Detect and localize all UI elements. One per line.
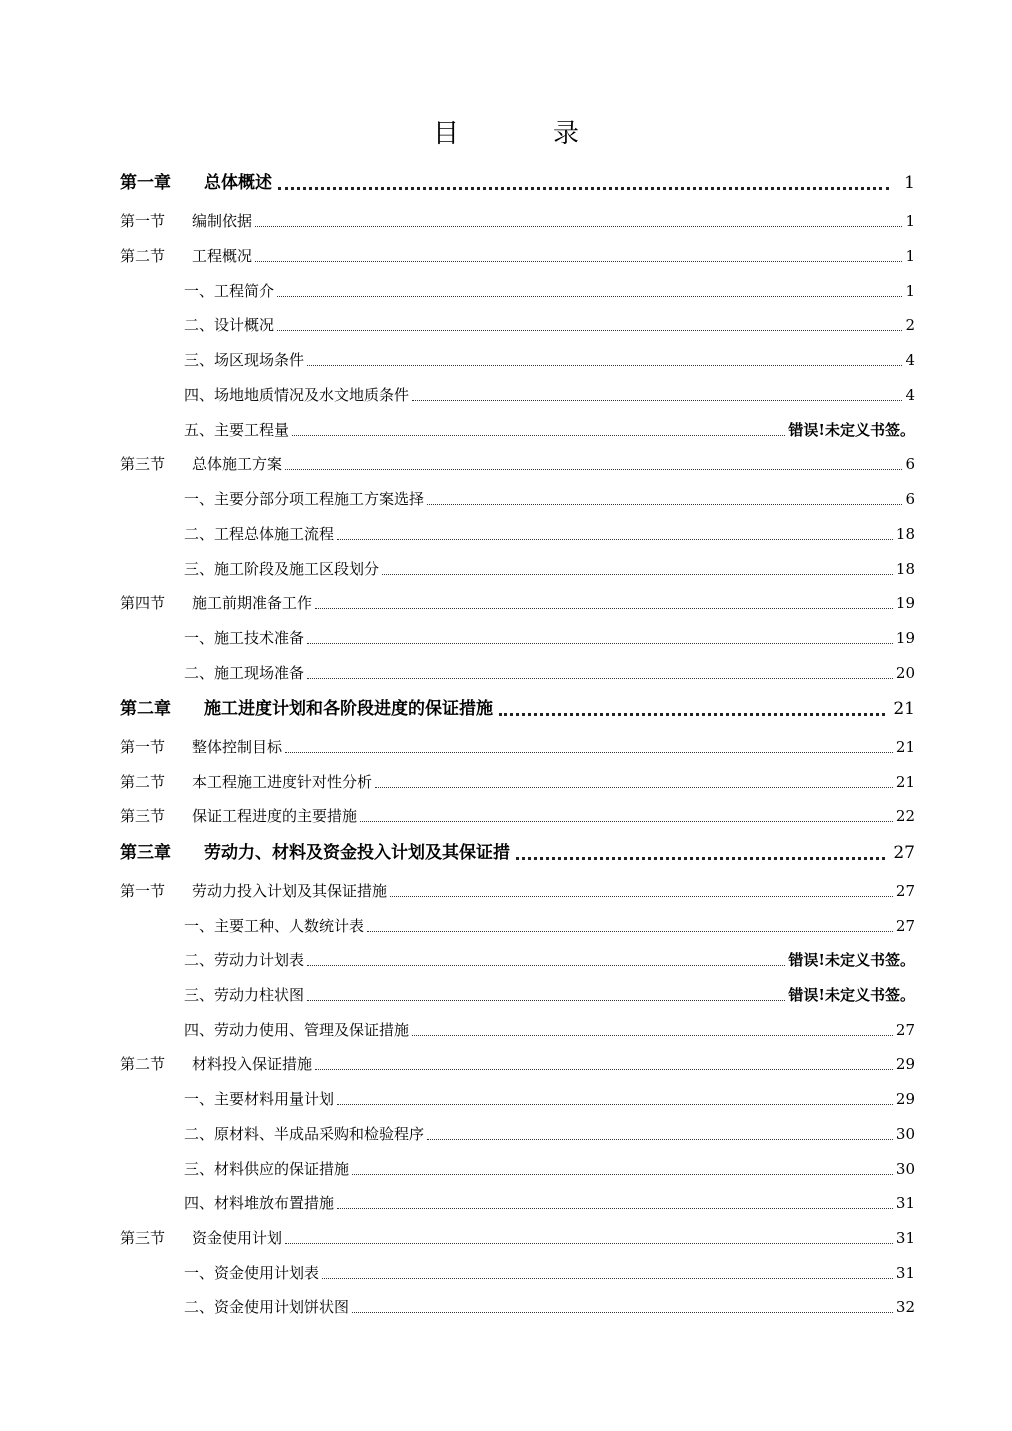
toc-entry-text: 一、主要工种、人数统计表 (184, 917, 365, 935)
dot-leader (360, 821, 893, 822)
toc-entry-text: 四、材料堆放布置措施 (184, 1194, 335, 1212)
toc-entry-sub[interactable] (184, 1159, 915, 1179)
toc-entry-page: 27 (895, 917, 915, 935)
toc-entry-section[interactable] (120, 454, 915, 474)
toc-entry-page: 4 (905, 386, 915, 404)
dot-leader (382, 574, 893, 575)
toc-entry-label (184, 1263, 319, 1283)
toc-entry-number: 第二节 (120, 1055, 166, 1073)
toc-entry-page: 32 (895, 1298, 915, 1316)
toc-entry-number: 第三章 (120, 843, 171, 863)
toc-entry-label (184, 559, 379, 579)
toc-entry-text: 施工进度计划和各阶段进度的保证措施 (204, 699, 493, 719)
toc-entry-label (120, 1228, 282, 1248)
toc-entry-section[interactable] (120, 737, 915, 757)
toc-entry-text: 二、设计概况 (184, 316, 275, 334)
toc-entry-page: 18 (895, 560, 915, 578)
toc-entry-page: 错误!未定义书签。 (788, 421, 915, 439)
toc-entry-page: 27 (895, 1021, 915, 1039)
toc-entry-sub[interactable] (184, 1297, 915, 1317)
toc-entry-label (184, 1089, 334, 1109)
dot-leader (315, 608, 893, 609)
toc-entry-label (184, 350, 304, 370)
toc-entry-page: 27 (893, 843, 915, 863)
toc-entry-section[interactable] (120, 593, 915, 613)
dot-leader (427, 504, 902, 505)
toc-entry-page: 21 (895, 738, 915, 756)
toc-entry-text: 一、施工技术准备 (184, 629, 305, 647)
toc-entry-number: 第三节 (120, 1229, 166, 1247)
toc-entry-label (120, 772, 372, 792)
toc-entry-page: 4 (905, 351, 915, 369)
toc-entry-label (120, 697, 493, 721)
toc-entry-sub[interactable] (184, 1020, 915, 1040)
toc-entry-label (120, 737, 282, 757)
toc-entry-section[interactable] (120, 772, 915, 792)
toc-entry-page: 30 (895, 1125, 915, 1143)
dot-leader (499, 713, 885, 716)
toc-entry-text: 三、施工阶段及施工区段划分 (184, 560, 380, 578)
toc-entry-label (184, 1159, 349, 1179)
toc-entry-label (184, 985, 304, 1005)
toc-entry-sub[interactable] (184, 916, 915, 936)
toc-entry-label (120, 593, 312, 613)
toc-entry-text: 工程概况 (192, 247, 253, 265)
toc-entry-sub[interactable] (184, 1089, 915, 1109)
toc-entry-label (184, 916, 364, 936)
toc-entry-label (184, 1193, 334, 1213)
toc-entry-page: 1 (904, 173, 915, 193)
toc-entry-sub[interactable] (184, 524, 915, 544)
dot-leader (337, 1208, 893, 1209)
toc-entry-page: 31 (895, 1229, 915, 1247)
toc-entry-text: 整体控制目标 (192, 738, 283, 756)
toc-entry-page: 20 (895, 664, 915, 682)
toc-entry-text: 材料投入保证措施 (192, 1055, 313, 1073)
toc-entry-page: 错误!未定义书签。 (788, 951, 915, 969)
dot-leader (285, 1243, 893, 1244)
toc-entry-sub[interactable] (184, 1124, 915, 1144)
toc-entry-page: 6 (905, 490, 915, 508)
toc-entry-page: 22 (895, 807, 915, 825)
toc-entry-number: 第四节 (120, 594, 166, 612)
toc-entry-page: 21 (893, 699, 915, 719)
toc-entry-chapter[interactable] (120, 171, 915, 195)
toc-entry-text: 本工程施工进度针对性分析 (192, 773, 373, 791)
toc-entry-number: 第二节 (120, 773, 166, 791)
dot-leader (375, 787, 893, 788)
toc-entry-page: 1 (905, 212, 915, 230)
dot-leader (367, 931, 893, 932)
toc-entry-label (184, 315, 274, 335)
toc-entry-number: 第一节 (120, 882, 166, 900)
toc-entry-text: 二、原材料、半成品采购和检验程序 (184, 1125, 425, 1143)
toc-entry-sub[interactable] (184, 559, 915, 579)
toc-entry-text: 总体概述 (204, 173, 272, 193)
dot-leader (307, 1000, 785, 1001)
toc-entry-page: 30 (895, 1160, 915, 1178)
dot-leader (255, 226, 902, 227)
toc-entry-label (184, 524, 334, 544)
dot-leader (322, 1278, 893, 1279)
toc-entry-sub[interactable] (184, 1193, 915, 1213)
dot-leader (285, 752, 893, 753)
toc-entry-sub[interactable] (184, 950, 915, 970)
toc-entry-number: 第二节 (120, 247, 166, 265)
dot-leader (307, 643, 893, 644)
toc-entry-section[interactable] (120, 246, 915, 266)
dot-leader (307, 365, 902, 366)
toc-entry-sub[interactable] (184, 628, 915, 648)
toc-entry-label (120, 881, 387, 901)
toc-entry-label (184, 385, 409, 405)
dot-leader (255, 261, 902, 262)
dot-leader (285, 469, 902, 470)
toc-entry-text: 四、场地地质情况及水文地质条件 (184, 386, 410, 404)
dot-leader (390, 896, 893, 897)
toc-entry-text: 一、主要材料用量计划 (184, 1090, 335, 1108)
toc-entry-text: 四、劳动力使用、管理及保证措施 (184, 1021, 410, 1039)
toc-entry-chapter[interactable] (120, 697, 915, 721)
toc-entry-page: 1 (905, 247, 915, 265)
dot-leader (412, 1035, 893, 1036)
toc-entry-label (120, 246, 252, 266)
toc-entry-label (120, 454, 282, 474)
toc-entry-section[interactable] (120, 211, 915, 231)
dot-leader (307, 678, 893, 679)
toc-entry-text: 三、材料供应的保证措施 (184, 1160, 350, 1178)
toc-entry-page: 29 (895, 1090, 915, 1108)
toc-entry-sub[interactable] (184, 985, 915, 1005)
toc-entry-text: 一、主要分部分项工程施工方案选择 (184, 490, 425, 508)
dot-leader (337, 1104, 893, 1105)
toc-title: 目 录 (432, 119, 613, 149)
dot-leader (307, 965, 785, 966)
toc-entry-chapter[interactable] (120, 841, 915, 865)
toc-entry-label (184, 1020, 409, 1040)
dot-leader (277, 330, 902, 331)
toc-entry-label (120, 841, 510, 865)
toc-entry-number: 第二章 (120, 699, 171, 719)
dot-leader (292, 435, 785, 436)
toc-entry-number: 第三节 (120, 807, 166, 825)
dot-leader (352, 1312, 893, 1313)
dot-leader (516, 857, 885, 860)
toc-entry-text: 保证工程进度的主要措施 (192, 807, 358, 825)
toc-entry-page: 2 (905, 316, 915, 334)
toc-entry-section[interactable] (120, 1054, 915, 1074)
toc-entry-label (184, 420, 289, 440)
toc-entry-number: 第一章 (120, 173, 171, 193)
toc-entry-page: 18 (895, 525, 915, 543)
dot-leader (427, 1139, 893, 1140)
toc-entry-section[interactable] (120, 881, 915, 901)
toc-entry-text: 施工前期准备工作 (192, 594, 313, 612)
toc-entry-page: 21 (895, 773, 915, 791)
toc-entry-section[interactable] (120, 1228, 915, 1248)
toc-entry-page: 29 (895, 1055, 915, 1073)
dot-leader (412, 400, 902, 401)
toc-entry-text: 总体施工方案 (192, 455, 283, 473)
toc-entry-label (120, 806, 357, 826)
dot-leader (278, 187, 889, 190)
toc-entry-page: 错误!未定义书签。 (788, 986, 915, 1004)
toc-entry-text: 一、资金使用计划表 (184, 1264, 320, 1282)
toc-entry-text: 三、场区现场条件 (184, 351, 305, 369)
toc-entry-text: 劳动力投入计划及其保证措施 (192, 882, 388, 900)
toc-entry-sub[interactable] (184, 489, 915, 509)
toc-entry-page: 19 (895, 629, 915, 647)
dot-leader (352, 1174, 893, 1175)
toc-entry-page: 31 (895, 1264, 915, 1282)
toc-entry-page: 27 (895, 882, 915, 900)
toc-entry-label (184, 489, 424, 509)
toc-entry-sub[interactable] (184, 663, 915, 683)
toc-entry-sub[interactable] (184, 350, 915, 370)
toc-entry-text: 二、资金使用计划饼状图 (184, 1298, 350, 1316)
toc-entry-sub[interactable] (184, 315, 915, 335)
toc-entry-label (184, 281, 274, 301)
toc-entry-number: 第一节 (120, 738, 166, 756)
toc-entry-label (120, 171, 272, 195)
toc-entry-text: 二、工程总体施工流程 (184, 525, 335, 543)
toc-entry-label (184, 663, 304, 683)
toc-entry-sub[interactable] (184, 420, 915, 440)
toc-entry-text: 一、工程简介 (184, 282, 275, 300)
toc-entry-label (184, 628, 304, 648)
toc-entry-section[interactable] (120, 806, 915, 826)
toc-entry-page: 1 (905, 282, 915, 300)
toc-entry-text: 二、施工现场准备 (184, 664, 305, 682)
toc-entry-text: 三、劳动力柱状图 (184, 986, 305, 1004)
toc-entry-page: 19 (895, 594, 915, 612)
toc-entry-number: 第三节 (120, 455, 166, 473)
toc-entry-label (184, 1297, 349, 1317)
toc-entry-text: 编制依据 (192, 212, 253, 230)
toc-entry-text: 五、主要工程量 (184, 421, 290, 439)
dot-leader (337, 539, 893, 540)
toc-entry-label (184, 1124, 424, 1144)
toc-entry-sub[interactable] (184, 281, 915, 301)
dot-leader (315, 1069, 893, 1070)
toc-entry-sub[interactable] (184, 385, 915, 405)
toc-entry-number: 第一节 (120, 212, 166, 230)
dot-leader (277, 296, 902, 297)
toc-entry-label (120, 1054, 312, 1074)
toc-entry-text: 资金使用计划 (192, 1229, 283, 1247)
toc-entry-page: 6 (905, 455, 915, 473)
toc-entry-sub[interactable] (184, 1263, 915, 1283)
toc-entry-page: 31 (895, 1194, 915, 1212)
toc-entry-text: 二、劳动力计划表 (184, 951, 305, 969)
toc-entry-label (120, 211, 252, 231)
toc-entry-label (184, 950, 304, 970)
toc-entry-text: 劳动力、材料及资金投入计划及其保证措 (204, 843, 510, 863)
